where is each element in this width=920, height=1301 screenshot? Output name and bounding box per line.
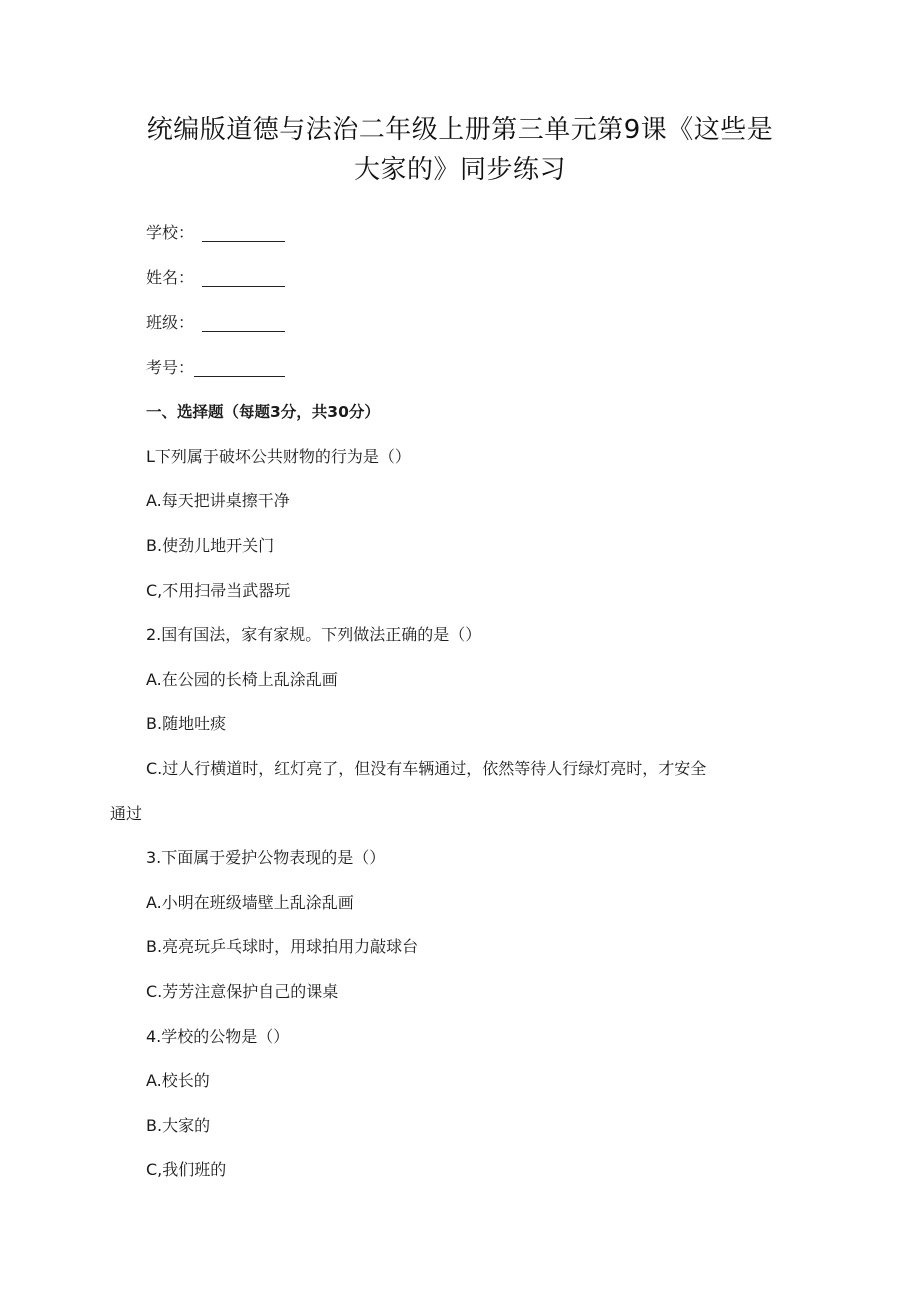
school-field	[146, 222, 194, 244]
question-1-stem: L下列属于破坏公共财物的行为是（）	[146, 447, 411, 466]
question-2-stem: 2.国有国法，家有家规。下列做法正确的是（）	[146, 625, 482, 644]
question-2-option-b[interactable]: B.随地吐痰	[146, 714, 227, 733]
name-label: 姓名：	[146, 268, 195, 287]
school-label: 学校：	[146, 223, 195, 242]
question-4-option-c[interactable]: C,我们班的	[146, 1160, 227, 1179]
question-4-stem: 4.学校的公物是（）	[146, 1027, 290, 1046]
section-heading: 一、选择题（每题3分，共30分）	[146, 403, 380, 421]
question-3-stem: 3.下面属于爱护公物表现的是（）	[146, 848, 386, 867]
question-4-option-b[interactable]: B.大家的	[146, 1116, 211, 1135]
question-1-option-c[interactable]: C,不用扫帚当武器玩	[146, 581, 291, 600]
question-2-option-c[interactable]: C.过人行横道时，红灯亮了，但没有车辆通过，依然等待人行绿灯亮时，才安全	[146, 759, 707, 778]
name-field	[146, 267, 194, 289]
name-blank[interactable]	[202, 286, 285, 287]
class-label: 班级：	[146, 313, 195, 332]
class-blank[interactable]	[202, 331, 285, 332]
exam-number-label: 考号：	[146, 358, 195, 377]
question-2-option-a[interactable]: A.在公园的长椅上乱涂乱画	[146, 670, 338, 689]
exam-number-blank[interactable]	[194, 376, 285, 377]
question-2-option-c-continued[interactable]: 通过	[110, 804, 143, 823]
document-title-line-1: 统编版道德与法治二年级上册第三单元第9课《这些是	[146, 115, 774, 145]
question-1-option-a[interactable]: A.每天把讲桌擦干净	[146, 491, 290, 510]
question-1-option-b[interactable]: B.使劲儿地开关门	[146, 536, 275, 555]
question-4-option-a[interactable]: A.校长的	[146, 1071, 210, 1090]
class-field	[146, 312, 194, 334]
exam-number-field	[146, 357, 194, 379]
question-3-option-a[interactable]: A.小明在班级墙壁上乱涂乱画	[146, 893, 354, 912]
school-blank[interactable]	[202, 241, 285, 242]
question-3-option-b[interactable]: B.亮亮玩乒乓球时，用球拍用力敲球台	[146, 937, 419, 956]
question-3-option-c[interactable]: C.芳芳注意保护自己的课桌	[146, 982, 339, 1001]
document-title-line-2: 大家的》同步练习	[353, 155, 566, 185]
